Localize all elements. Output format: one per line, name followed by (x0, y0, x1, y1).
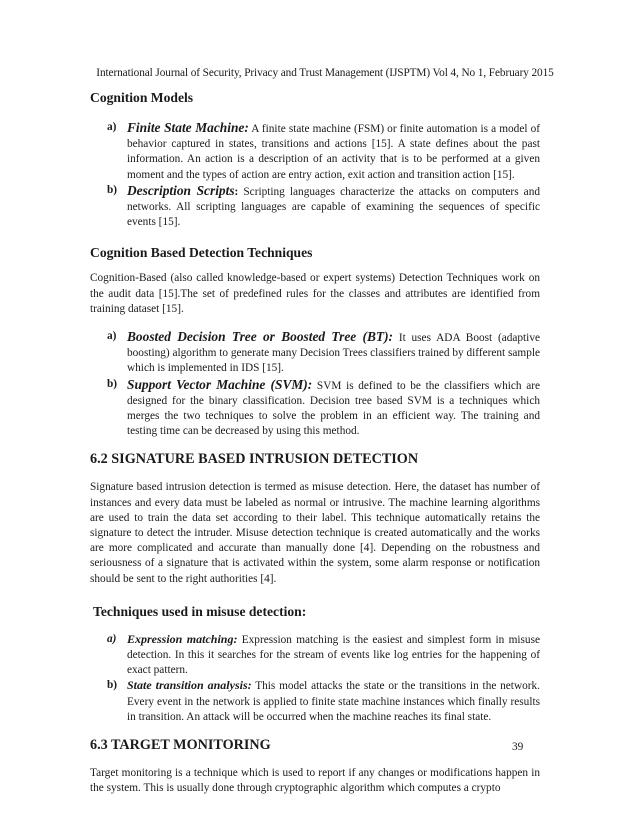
paragraph-cognition-detection: Cognition-Based (also called knowledge-based or expert systems) Detection Techniques work on the audit data [15].The set of predefined rules for the classes and attributes are identified from training dataset [15]. (90, 272, 540, 315)
item-text: Expression matching is the easiest and simplest form in misuse detection. In this it searches for the stream of events like log entries for the happening of exact pattern. (127, 633, 540, 677)
list-marker: b) (107, 183, 118, 196)
item-text: It uses ADA Boost (adaptive boosting) algorithm to generate many Decision Trees classifiers trained by different sample which is implemented in IDS [15]. (127, 332, 540, 375)
list-item (90, 377, 540, 440)
item-text: SVM is defined to be the classifiers which are designed for the binary classification. Decision tree based SVM is a techniques which merges the two techniques to solve the problem in an efficient way. The training and testing time can be decreased by using this method. (127, 379, 540, 438)
heading-signature-section: 6.2 SIGNATURE BASED INTRUSION DETECTION (90, 451, 419, 468)
term-boosted-tree: Boosted Decision Tree or Boosted Tree (BT): (127, 329, 394, 345)
list-marker: a) (107, 632, 117, 645)
heading-misuse-techniques: Techniques used in misuse detection: (93, 603, 307, 619)
term-state-transition: State transition analysis: (127, 678, 252, 693)
item-text: Scripting languages characterize the attacks on computers and networks. All scripting languages are capable of examining the sequences of specific events [15]. (127, 185, 540, 229)
list-marker: a) (107, 330, 117, 343)
item-text: This model attacks the state or the transitions in the network. Every event in the network is applied to finite state machine instances which finally results in transition. An attack will be occurred when the machine reaches its final state. (127, 680, 540, 723)
term-svm: Support Vector Machine (SVM): (127, 376, 313, 392)
list-item (90, 329, 540, 377)
list-marker: a) (107, 121, 117, 133)
list-marker: b) (107, 377, 118, 390)
term-description-scripts: Description Scripts (127, 182, 235, 198)
running-header: International Journal of Security, Privacy and Trust Management (IJSPTM) Vol 4, No 1, February 2015 (96, 67, 554, 79)
misuse-techniques-list (90, 632, 540, 725)
heading-cognition-detection: Cognition Based Detection Techniques (90, 245, 313, 261)
term-expression-matching: Expression matching: (127, 631, 238, 646)
page-number: 39 (512, 741, 524, 753)
list-marker: b) (107, 679, 118, 692)
list-item (90, 678, 540, 725)
cognition-detection-list (90, 329, 540, 439)
paragraph-signature: Signature based intrusion detection is termed as misuse detection. Here, the dataset has number of instances and every data must be labeled as normal or intrusive. The machine learning algorithms are used to train the data set according to their label. This technique automatically retains the signature to detect the intruder. Misuse detection technique is created automatically and the works are more complicated and accurate than manually done [4]. Depending on the robustness and seriousness of a signature that is activated within the system, some alarm response or notification should be sent to the right authorities [4]. (90, 481, 540, 585)
list-item (90, 120, 540, 183)
list-item (90, 632, 540, 679)
list-item (90, 183, 540, 231)
term-finite-state-machine: Finite State Machine: (127, 120, 249, 135)
paragraph-target: Target monitoring is a technique which is used to report if any changes or modifications happen in the system. This is usually done through cryptographic algorithm which computes a crypto (90, 767, 540, 795)
item-text: A finite state machine (FSM) or finite automation is a model of behavior captured in states, transitions and actions [15]. A state defines about the past information. An action is a description of an activity that is to be performed at a given moment and the types of action are entry action, exit action and transition action [15]. (127, 123, 540, 181)
article-body (90, 89, 540, 797)
heading-cognition-models: Cognition Models (90, 90, 194, 105)
heading-target-section: 6.3 TARGET MONITORING (90, 737, 271, 754)
cognition-models-list (90, 120, 540, 230)
term-suffix: : (234, 185, 239, 198)
